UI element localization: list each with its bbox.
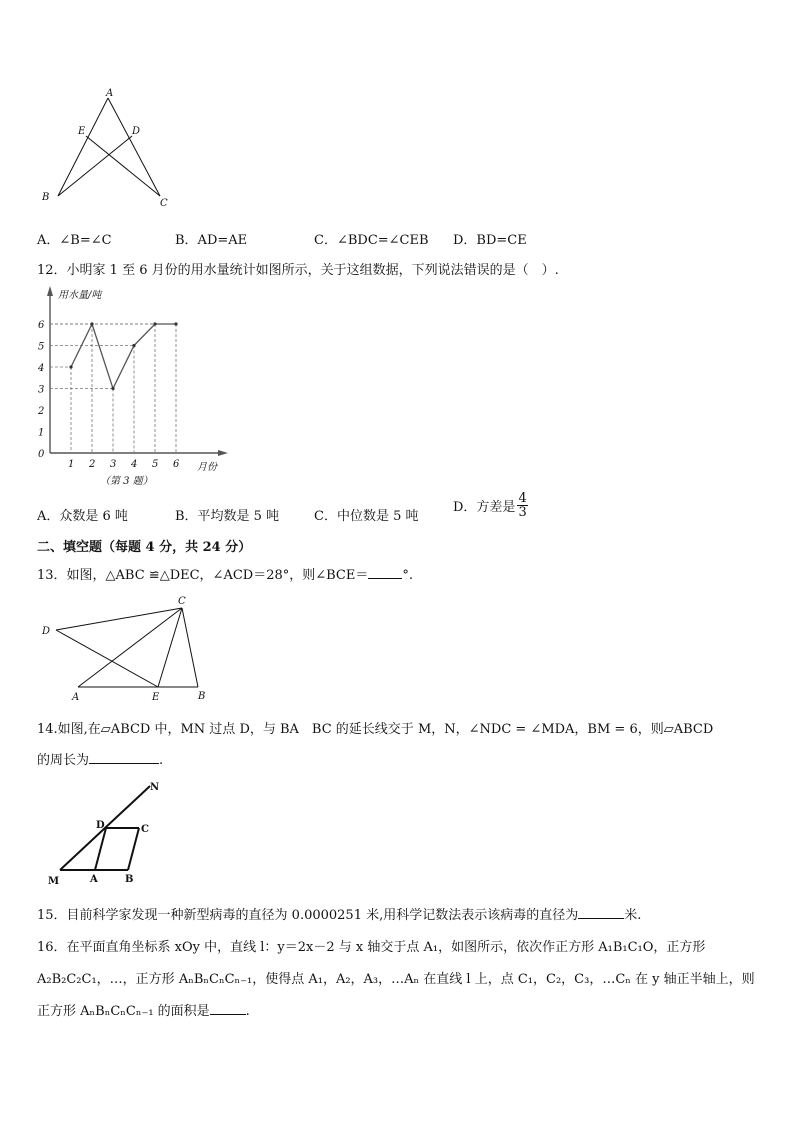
question-13-text: [37, 564, 413, 583]
y-tick-label: 2: [38, 406, 45, 417]
question-15-text: [37, 904, 641, 923]
y-tick-label: 0: [38, 449, 45, 460]
triangle-figure-q11: [36, 84, 186, 214]
y-tick-label: 3: [38, 384, 45, 396]
fraction-numerator: 4: [518, 491, 527, 506]
q11-option-a[interactable]: A．∠B=∠C: [37, 233, 112, 248]
y-axis-label: 用水量/吨: [58, 290, 102, 301]
point-label-e: E: [78, 126, 86, 137]
q12-option-d[interactable]: [453, 492, 528, 519]
question-14-line1: 14.如图,在▱ABCD 中，MN 过点 D，与 BA BC 的延长线交于 M，N，∠NDC = ∠MDA，BM = 6，则▱ABCD: [37, 722, 714, 737]
point-label-e: E: [152, 692, 160, 703]
q15-answer-blank[interactable]: [578, 918, 624, 919]
q16-text-after: .: [245, 1004, 250, 1019]
q13-text-after: °.: [402, 568, 414, 583]
q12-option-b[interactable]: B．平均数是 5 吨: [175, 509, 280, 524]
x-axis-label: 月份: [197, 462, 217, 473]
q13-answer-blank[interactable]: [368, 578, 402, 579]
point-label-b: B: [125, 874, 134, 885]
y-tick-label: 6: [38, 320, 45, 331]
x-tick-label: 5: [152, 459, 159, 470]
point-label-d: D: [132, 126, 141, 137]
q11-option-c[interactable]: C．∠BDC=∠CEB: [314, 233, 429, 248]
y-tick-label: 1: [38, 427, 45, 439]
question-12-text: 12．小明家 1 至 6 月份的用水量统计如图所示，关于这组数据，下列说法错误的是（ ）.: [37, 263, 559, 278]
q14-text-after: .: [159, 753, 164, 768]
point-label-d: D: [42, 626, 51, 637]
q14-answer-blank[interactable]: [89, 763, 159, 764]
data-point-2: [90, 322, 93, 325]
q16-text-before: 正方形 AₙBₙCₙCₙ₋₁ 的面积是: [37, 1004, 210, 1019]
point-label-b: B: [42, 192, 50, 203]
y-tick-label: 4: [38, 363, 45, 374]
y-axis-arrow: [47, 286, 53, 296]
point-label-d: D: [96, 820, 105, 831]
question-14-line2: [37, 749, 163, 768]
x-tick-label: 2: [89, 459, 96, 470]
point-label-c: C: [178, 596, 186, 607]
x-tick-label: 1: [68, 459, 75, 470]
point-label-n: N: [150, 782, 160, 793]
point-label-a: A: [72, 692, 80, 703]
point-label-b: B: [198, 691, 206, 702]
q11-option-b[interactable]: B．AD=AE: [175, 233, 248, 248]
question-16-line3: [37, 1000, 250, 1019]
series-line: [71, 324, 176, 389]
section-title-fill-in: 二、填空题（每题 4 分，共 24 分）: [37, 540, 252, 555]
q15-text-before: 15．目前科学家发现一种新型病毒的直径为 0.0000251 米,用科学记数法表示该病毒的直径为: [37, 908, 579, 923]
x-tick-label: 4: [131, 459, 138, 470]
triangle-figure-q13: [38, 592, 218, 707]
point-label-a: A: [106, 88, 114, 99]
q12-option-c[interactable]: C．中位数是 5 吨: [314, 509, 419, 524]
q16-answer-blank[interactable]: [210, 1014, 246, 1015]
point-label-c: C: [141, 824, 149, 835]
chart-caption: （第 3 题）: [100, 476, 153, 487]
q15-text-after: 米.: [624, 908, 642, 923]
q12-option-d-label: D．方差是: [453, 500, 516, 515]
parallelogram-figure-q14: [40, 778, 170, 890]
x-tick-label: 3: [110, 459, 117, 470]
q12-option-a[interactable]: A．众数是 6 吨: [37, 509, 128, 524]
fraction-denominator: 3: [518, 505, 527, 520]
data-point-5: [153, 322, 156, 325]
fraction-four-thirds: [517, 492, 527, 519]
y-tick-label: 5: [38, 341, 45, 353]
question-16-line1: 16．在平面直角坐标系 xOy 中，直线 l：y＝2x－2 与 x 轴交于点 A₁，如图所示，依次作正方形 A₁B₁C₁O，正方形: [37, 940, 706, 955]
x-axis-arrow: [218, 450, 228, 456]
point-label-a: A: [90, 874, 98, 885]
question-16-line2: A₂B₂C₂C₁，…，正方形 AₙBₙCₙCₙ₋₁，使得点 A₁，A₂，A₃，…Aₙ 在直线 l 上，点 C₁，C₂，C₃，…Cₙ 在 y 轴正半轴上，则: [37, 972, 755, 987]
q11-option-d[interactable]: D．BD=CE: [453, 233, 527, 248]
q14-text-before: 的周长为: [37, 753, 90, 768]
data-point-6: [174, 322, 177, 325]
point-label-m: M: [48, 876, 60, 887]
data-point-1: [69, 365, 72, 368]
data-point-3: [111, 387, 114, 390]
x-tick-label: 6: [173, 459, 180, 470]
point-label-c: C: [160, 198, 168, 209]
water-usage-line-chart: [30, 282, 240, 492]
q13-text-before: 13．如图，△ABC ≌△DEC，∠ACD＝28°，则∠BCE＝: [37, 568, 369, 583]
data-point-4: [132, 344, 135, 347]
